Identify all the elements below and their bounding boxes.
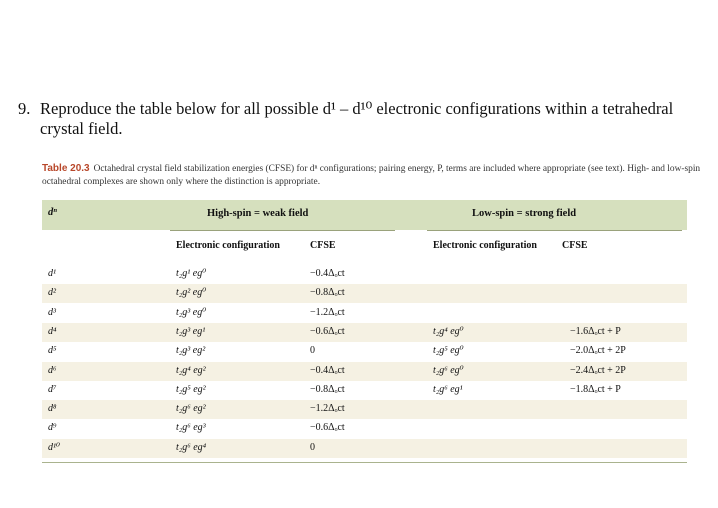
high-cfse: −0.8Δₒct bbox=[310, 287, 345, 299]
high-config: t₂g¹ eg⁰ bbox=[176, 268, 207, 279]
row-dn: d¹⁰ bbox=[48, 441, 61, 453]
high-config: t₂g⁶ eg³ bbox=[176, 422, 206, 434]
low-config: t₂g⁵ eg⁰ bbox=[433, 345, 464, 357]
high-cfse: −0.8Δₒct bbox=[310, 383, 345, 395]
table-row bbox=[42, 342, 687, 361]
row-dn: d² bbox=[48, 287, 56, 299]
low-config: t₂g⁴ eg⁰ bbox=[433, 325, 464, 337]
high-cfse: −1.2Δₒct bbox=[310, 306, 345, 318]
table-header bbox=[42, 200, 687, 230]
table-row bbox=[42, 362, 687, 381]
high-config: t₂g⁶ eg² bbox=[176, 403, 206, 415]
table-label: Table 20.3 bbox=[42, 163, 90, 174]
high-cfse: −0.6Δₒct bbox=[310, 325, 345, 337]
table-caption-text: Octahedral crystal field stabilization energies (CFSE) for dⁿ configurations; pairing energy, P, terms are included where appropriate (see text). High- and low-spin octahedral complexes are shown only where the distinction is appropriate. bbox=[42, 164, 701, 187]
high-cfse: −0.4Δₒct bbox=[310, 364, 345, 376]
high-cfse: 0 bbox=[310, 345, 315, 357]
subheader-high-cfse: CFSE bbox=[310, 240, 336, 251]
low-cfse: −2.0Δₒct + 2P bbox=[570, 345, 626, 357]
low-cfse: −1.6Δₒct + P bbox=[570, 325, 621, 337]
table-row bbox=[42, 284, 687, 303]
low-spin-rule bbox=[427, 230, 682, 231]
table-row bbox=[42, 304, 687, 323]
high-config: t₂g³ eg¹ bbox=[176, 325, 206, 337]
high-config: t₂g³ eg⁰ bbox=[176, 306, 207, 318]
header-high-spin: High-spin = weak field bbox=[207, 208, 309, 219]
subheader-low-cfse: CFSE bbox=[562, 240, 588, 251]
table-caption bbox=[42, 162, 702, 189]
question-line-2: crystal field. bbox=[40, 119, 123, 138]
row-dn: d⁵ bbox=[48, 345, 57, 357]
low-cfse: −1.8Δₒct + P bbox=[570, 383, 621, 395]
high-cfse: −0.4Δₒct bbox=[310, 268, 345, 279]
high-spin-rule bbox=[170, 230, 395, 231]
high-config: t₂g⁴ eg² bbox=[176, 364, 206, 376]
high-config: t₂g³ eg² bbox=[176, 345, 206, 357]
subheader-low-config: Electronic configuration bbox=[433, 240, 537, 251]
question-line-1: Reproduce the table below for all possible d¹ – d¹⁰ electronic configurations within a tetrahedral bbox=[40, 99, 674, 118]
high-config: t₂g⁵ eg² bbox=[176, 383, 206, 395]
high-config: t₂g⁶ eg⁴ bbox=[176, 441, 207, 453]
cfse-table bbox=[42, 200, 687, 463]
row-dn: d⁸ bbox=[48, 403, 57, 415]
row-dn: d⁷ bbox=[48, 383, 57, 395]
question-number: 9. bbox=[18, 99, 31, 118]
high-config: t₂g² eg⁰ bbox=[176, 287, 207, 299]
table-row bbox=[42, 323, 687, 342]
table-row bbox=[42, 400, 687, 419]
low-cfse: −2.4Δₒct + 2P bbox=[570, 364, 626, 376]
high-cfse: 0 bbox=[310, 441, 315, 453]
table-row bbox=[42, 439, 687, 458]
header-dn: dⁿ bbox=[48, 207, 57, 218]
table-row bbox=[42, 419, 687, 438]
row-dn: d⁴ bbox=[48, 325, 57, 337]
header-low-spin: Low-spin = strong field bbox=[472, 208, 577, 219]
row-dn: d⁹ bbox=[48, 422, 57, 434]
high-cfse: −1.2Δₒct bbox=[310, 403, 345, 415]
row-dn: d⁶ bbox=[48, 364, 57, 376]
low-config: t₂g⁶ eg¹ bbox=[433, 383, 463, 395]
low-config: t₂g⁶ eg⁰ bbox=[433, 364, 464, 376]
table-row bbox=[42, 381, 687, 400]
high-cfse: −0.6Δₒct bbox=[310, 422, 345, 434]
row-dn: d¹ bbox=[48, 268, 56, 279]
row-dn: d³ bbox=[48, 306, 56, 318]
subheader-high-config: Electronic configuration bbox=[176, 240, 280, 251]
table-bottom-rule bbox=[42, 462, 687, 463]
question-text bbox=[18, 99, 698, 139]
table-row bbox=[42, 265, 687, 284]
